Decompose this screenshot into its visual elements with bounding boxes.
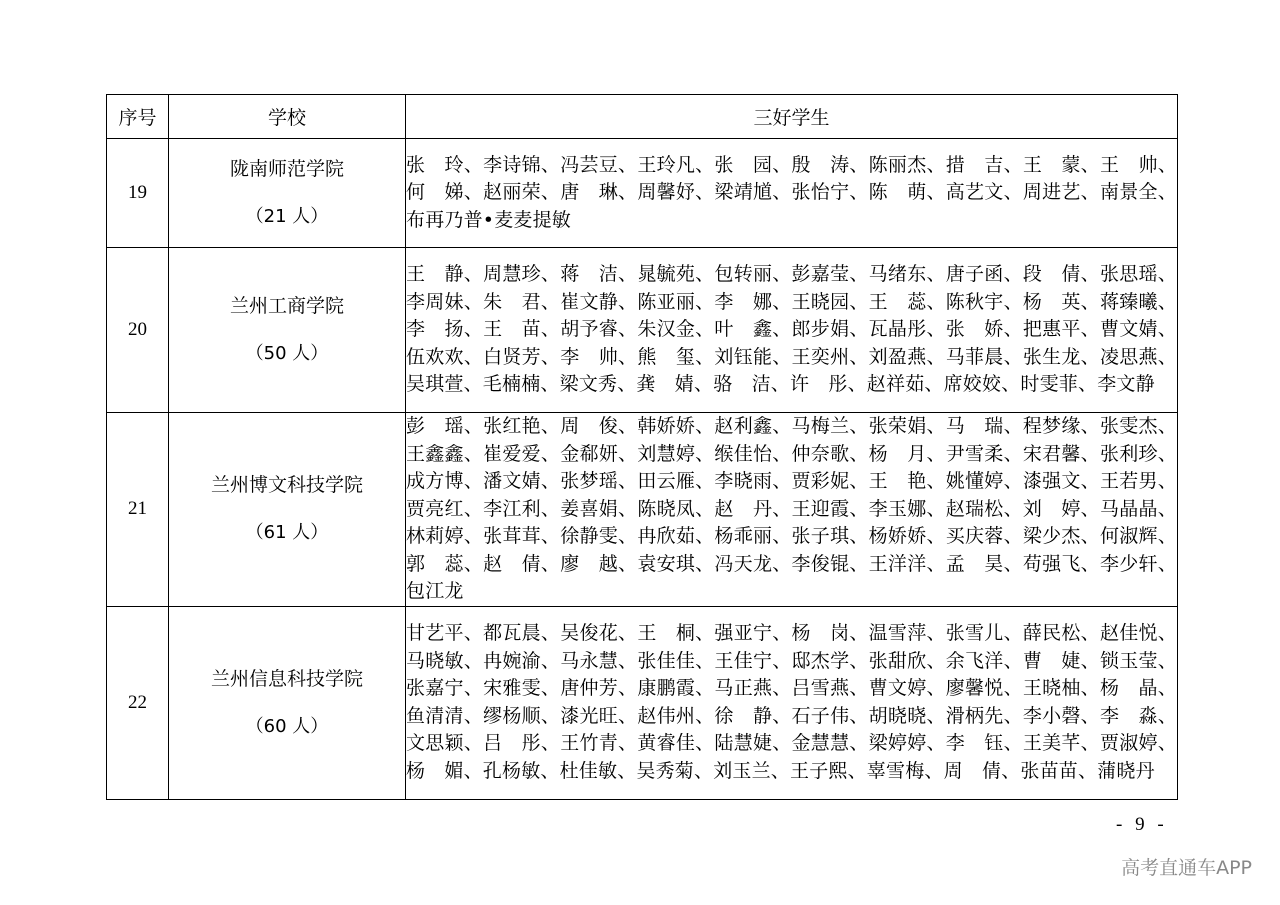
school-name: 兰州博文科技学院 (210, 474, 363, 497)
row-index: 21 (107, 413, 169, 607)
school-cell (169, 413, 406, 607)
header-index: 序号 (107, 95, 169, 139)
student-count: （60 人） (245, 715, 329, 737)
school-name: 兰州工商学院 (229, 295, 344, 317)
header-school: 学校 (169, 95, 406, 139)
honor-students-table (106, 94, 1178, 800)
row-index: 20 (107, 248, 169, 413)
student-names: 彭 瑶、张红艳、周 俊、韩娇娇、赵利鑫、马梅兰、张荣娟、马 瑞、程梦缘、张雯杰、王鑫鑫、崔爱爱、金郗妍、刘慧婷、缑佳怡、仲奈歌、杨 月、尹雪柔、宋君馨、张利珍、成方博、潘文婧、张梦瑶、田云雁、李晓雨、贾彩妮、王 艳、姚懂婷、漆强文、王若男、贾亮红、李江利、姜喜娟、陈晓凤、赵 丹、王迎霞、李玉娜、赵瑞松、刘 婷、马晶晶、林莉婷、张茸茸、徐静雯、冉欣茹、杨乖丽、张子琪、杨娇娇、买庆蓉、梁少杰、何淑辉、郭 蕊、赵 倩、廖 越、袁安琪、冯天龙、李俊锟、王洋洋、孟 昊、苟强飞、李少轩、包江龙 (406, 413, 1178, 607)
row-index: 19 (107, 139, 169, 248)
table-row (107, 139, 1178, 248)
student-count: （50 人） (245, 343, 329, 364)
school-name: 兰州信息科技学院 (210, 667, 363, 690)
school-cell (169, 139, 406, 248)
row-index: 22 (107, 606, 169, 799)
school-name: 陇南师范学院 (229, 158, 344, 180)
table-header-row (107, 95, 1178, 139)
table-row (107, 413, 1178, 607)
student-names: 甘艺平、都瓦晨、吴俊花、王 桐、强亚宁、杨 岗、温雪萍、张雪儿、薛民松、赵佳悦、马晓敏、冉婉渝、马永慧、张佳佳、王佳宁、邸杰学、张甜欣、余飞洋、曹 婕、锁玉莹、张嘉宁、宋雅雯、唐仲芳、康鹏霞、马正燕、吕雪燕、曹文婷、廖馨悦、王晓柚、杨 晶、鱼清清、缪杨顺、漆光旺、赵伟州、徐 静、石子伟、胡晓晓、滑柄先、李小磬、李 淼、文思颖、吕 彤、王竹青、黄睿佳、陆慧婕、金慧慧、梁婷婷、李 钰、王美芊、贾淑婷、杨 媚、孔杨敏、杜佳敏、吴秀菊、刘玉兰、王子熙、辜雪梅、周 倩、张苗苗、蒲晓丹 (406, 606, 1178, 799)
student-names: 张 玲、李诗锦、冯芸豆、王玲凡、张 园、殷 涛、陈丽杰、措 吉、王 蒙、王 帅、何 娣、赵丽荣、唐 琳、周馨妤、梁靖馗、张怡宁、陈 萌、高艺文、周进艺、南景全、布再乃普•麦麦提敏 (406, 139, 1178, 248)
page-number: - 9 - (1116, 814, 1168, 835)
school-cell (169, 248, 406, 413)
student-names: 王 静、周慧珍、蒋 洁、晁毓苑、包转丽、彭嘉莹、马绪东、唐子函、段 倩、张思瑶、李周妹、朱 君、崔文静、陈亚丽、李 娜、王晓园、王 蕊、陈秋宇、杨 英、蒋臻曦、李 扬、王 苗、胡予睿、朱汉金、叶 鑫、郎步娟、瓦晶彤、张 娇、把惠平、曹文婧、伍欢欢、白贤芳、李 帅、熊 玺、刘钰能、王奕州、刘盈燕、马菲晨、张生龙、凌思燕、吴琪萱、毛楠楠、梁文秀、龚 婧、骆 洁、许 彤、赵祥茹、席姣姣、时雯菲、李文静 (406, 248, 1178, 413)
school-cell (169, 606, 406, 799)
header-students: 三好学生 (406, 95, 1178, 139)
student-count: （61 人） (245, 522, 329, 544)
table-row (107, 248, 1178, 413)
table-row (107, 606, 1178, 799)
watermark: 高考直通车APP (1121, 857, 1252, 879)
student-count: （21 人） (245, 206, 329, 227)
